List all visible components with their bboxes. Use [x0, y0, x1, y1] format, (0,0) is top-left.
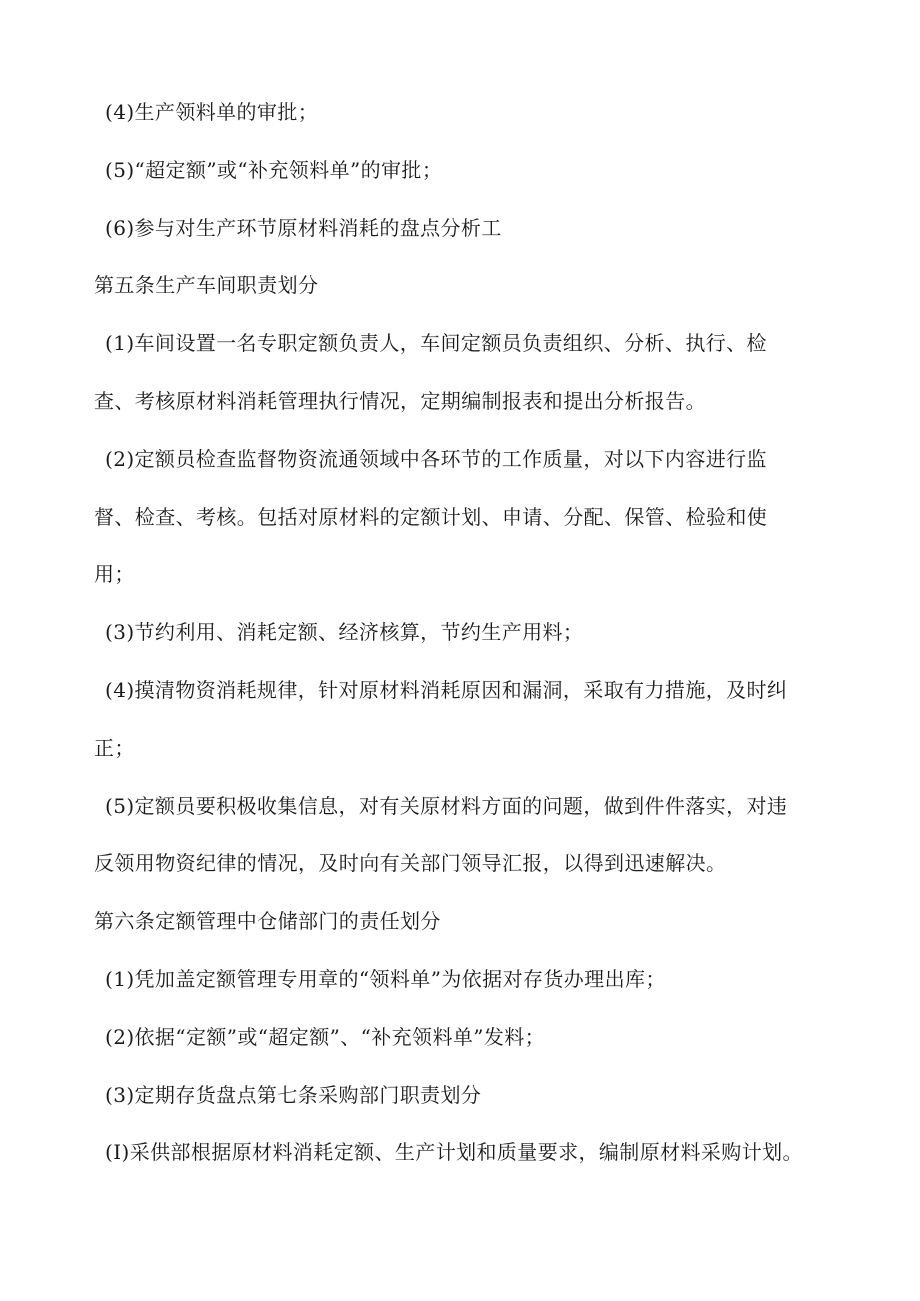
text-line: 查、考核原材料消耗管理执行情况，定期编制报表和提出分析报告。 — [94, 388, 706, 413]
text-line: (6)参与对生产环节原材料消耗的盘点分析工 — [105, 215, 502, 240]
text-line: (2)依据“定额”或“超定额”、“补充领料单”发料； — [105, 1024, 546, 1049]
text-line: 督、检查、考核。包括对原材料的定额计划、申请、分配、保管、检验和使 — [94, 504, 768, 529]
text-line: (3)定期存货盘点第七条采购部门职责划分 — [105, 1082, 482, 1107]
text-line: (5)定额员要积极收集信息，对有关原材料方面的问题，做到件件落实，对违 — [105, 793, 788, 818]
text-line: (5)“超定额”或“补充领料单”的审批； — [105, 157, 443, 182]
section-heading: 第五条生产车间职责划分 — [94, 273, 319, 298]
text-line: 反领用物资纪律的情况，及时向有关部门领导汇报，以得到迅速解决。 — [94, 851, 727, 876]
text-line: 正； — [94, 735, 135, 760]
text-line: 用； — [94, 562, 135, 587]
text-line: (4)摸清物资消耗规律，针对原材料消耗原因和漏洞，采取有力措施，及时纠 — [105, 677, 788, 702]
text-line: (1)凭加盖定额管理专用章的“领料单”为依据对存货办理出库； — [105, 966, 666, 991]
section-heading: 第六条定额管理中仓储部门的责任划分 — [94, 909, 441, 934]
text-line: (1)车间设置一名专职定额负责人，车间定额员负责组织、分析、执行、检 — [105, 331, 767, 356]
text-line: (4)生产领料单的审批； — [105, 100, 319, 124]
text-line: (I)采供部根据原材料消耗定额、生产计划和质量要求，编制原材料采购计划。 — [105, 1140, 803, 1165]
text-line: (3)节约利用、消耗定额、经济核算，节约生产用料； — [105, 620, 584, 645]
document-body — [94, 102, 874, 1200]
text-line: (2)定额员检查监督物资流通领域中各环节的工作质量，对以下内容进行监 — [105, 446, 767, 471]
